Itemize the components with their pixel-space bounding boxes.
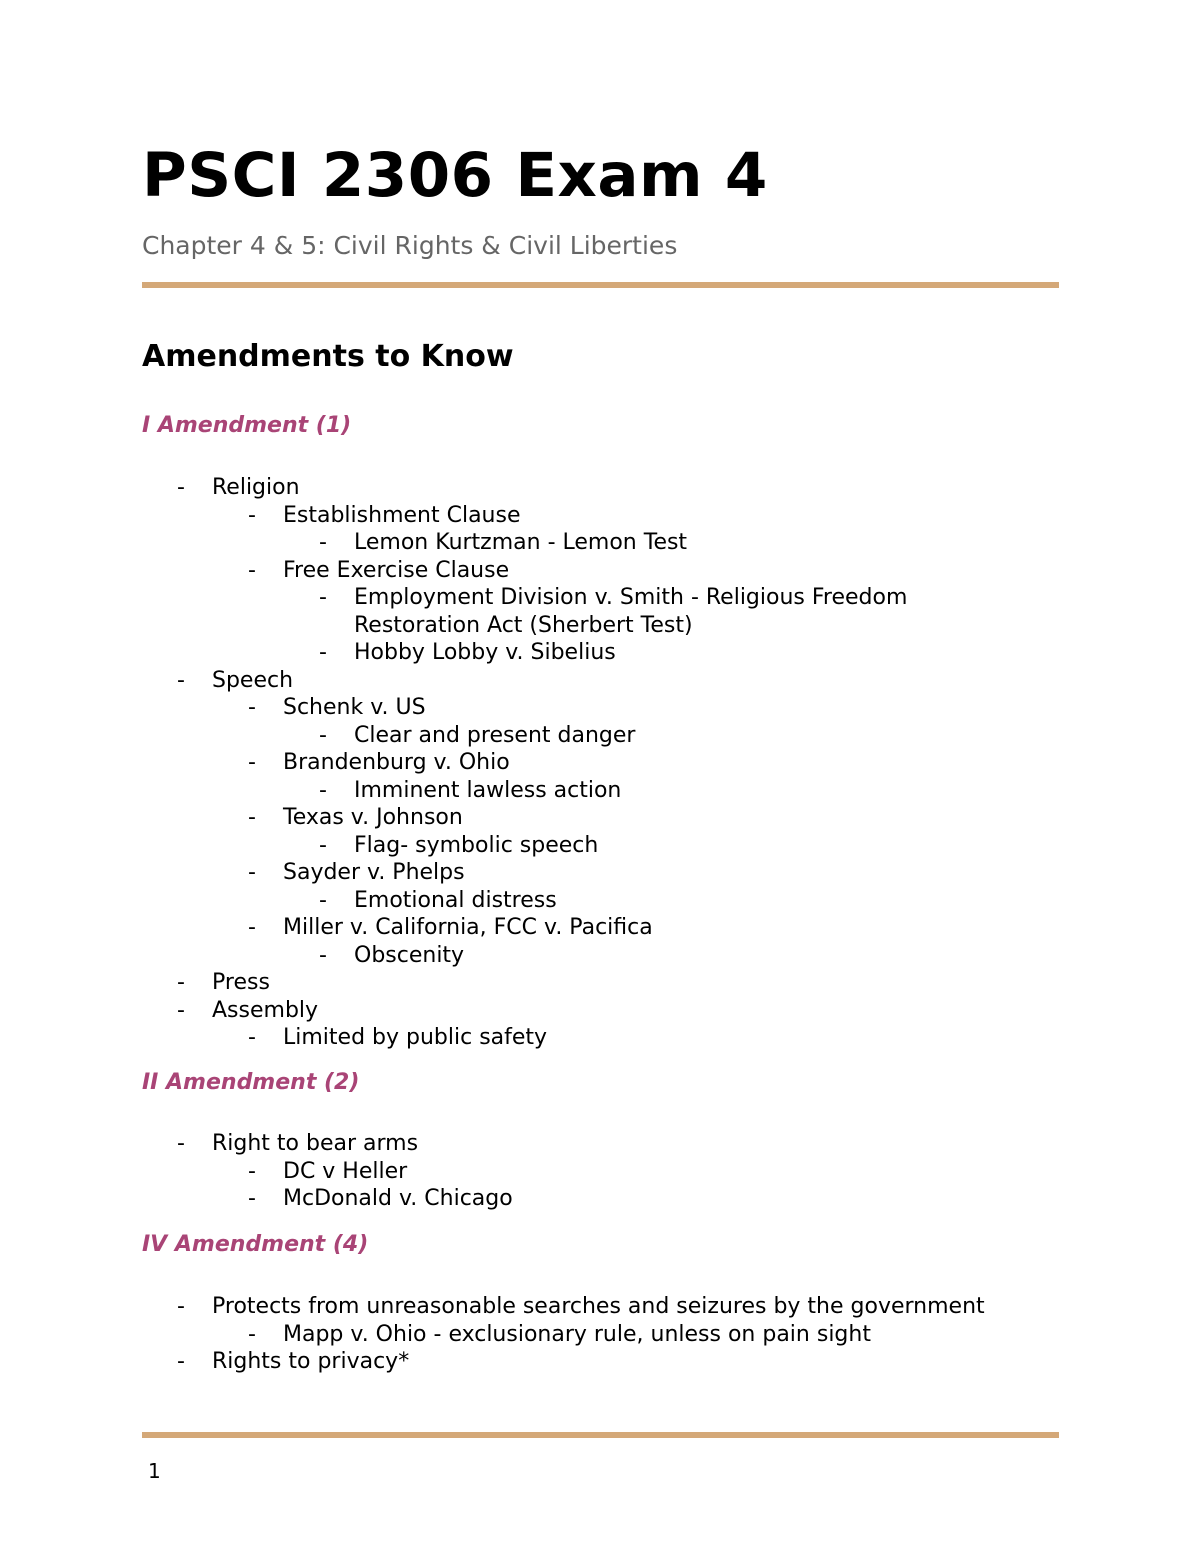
bullet-dash: -	[177, 475, 185, 500]
bullet-dash: -	[248, 1186, 256, 1211]
list-item	[0, 859, 1200, 887]
list-item	[0, 749, 1200, 777]
bullet-dash: -	[319, 942, 327, 968]
item-text: Protects from unreasonable searches and seizures by the government	[212, 1294, 985, 1319]
item-text: Restoration Act (Sherbert Test)	[354, 612, 693, 638]
item-text: Speech	[212, 667, 294, 693]
item-text: Brandenburg v. Ohio	[283, 750, 510, 775]
bullet-dash: -	[177, 1131, 185, 1156]
list-item	[0, 667, 1200, 695]
bullet-dash: -	[248, 805, 256, 830]
amendment-2-outline	[0, 1130, 1200, 1213]
list-item	[0, 777, 1200, 805]
item-text: Miller v. California, FCC v. Pacifica	[283, 915, 653, 940]
item-text: Imminent lawless action	[354, 777, 622, 803]
list-item	[0, 832, 1200, 860]
bullet-dash: -	[177, 997, 185, 1023]
list-item	[0, 1024, 1200, 1052]
list-item	[0, 1185, 1200, 1213]
list-item	[0, 557, 1200, 585]
page-number: 1	[148, 1459, 161, 1483]
bullet-dash: -	[177, 1349, 185, 1374]
item-text: Free Exercise Clause	[283, 557, 510, 583]
item-text: Texas v. Johnson	[283, 805, 463, 830]
item-text: Assembly	[212, 997, 319, 1023]
list-item	[0, 639, 1200, 667]
list-item	[0, 914, 1200, 942]
list-item	[0, 942, 1200, 970]
bullet-dash: -	[177, 1294, 185, 1319]
divider-top	[142, 282, 1059, 288]
item-text: Schenk v. US	[283, 695, 426, 720]
page-title: PSCI 2306 Exam 4	[142, 140, 768, 211]
bullet-dash: -	[248, 502, 256, 528]
list-item	[0, 1348, 1200, 1376]
bullet-dash: -	[248, 860, 256, 885]
list-item	[0, 969, 1200, 997]
item-text: Sayder v. Phelps	[283, 860, 465, 885]
item-text: McDonald v. Chicago	[283, 1186, 513, 1211]
item-text: Flag- symbolic speech	[354, 832, 599, 858]
item-text: Press	[212, 970, 270, 995]
item-text: Right to bear arms	[212, 1131, 419, 1156]
bullet-dash: -	[319, 887, 327, 913]
list-item	[0, 529, 1200, 557]
list-item	[0, 1158, 1200, 1186]
divider-bottom	[142, 1432, 1059, 1438]
bullet-dash: -	[319, 777, 327, 803]
list-item	[0, 722, 1200, 750]
item-text: Lemon Kurtzman - Lemon Test	[354, 530, 688, 555]
section-heading: Amendments to Know	[142, 339, 514, 374]
bullet-dash: -	[319, 530, 327, 555]
bullet-dash: -	[248, 750, 256, 775]
bullet-dash: -	[177, 667, 185, 693]
list-item	[0, 694, 1200, 722]
page-subtitle: Chapter 4 & 5: Civil Rights & Civil Liberties	[142, 231, 678, 260]
list-item	[0, 804, 1200, 832]
item-text: Emotional distress	[354, 887, 557, 913]
bullet-dash: -	[248, 695, 256, 720]
item-text: Rights to privacy*	[212, 1349, 410, 1374]
bullet-dash: -	[248, 1025, 256, 1050]
amendment-heading-1: I Amendment (1)	[142, 413, 352, 438]
bullet-dash: -	[319, 832, 327, 858]
list-item	[0, 502, 1200, 530]
amendment-heading-2: II Amendment (2)	[142, 1070, 360, 1095]
bullet-dash: -	[319, 585, 327, 610]
bullet-dash: -	[177, 970, 185, 995]
amendment-heading-4: IV Amendment (4)	[142, 1232, 369, 1257]
item-text: Employment Division v. Smith - Religious Freedom	[354, 585, 908, 610]
list-item	[0, 1130, 1200, 1158]
list-item	[0, 474, 1200, 502]
amendment-4-outline	[0, 1293, 1200, 1376]
list-item	[0, 1293, 1200, 1321]
item-text: Obscenity	[354, 942, 465, 968]
list-item	[0, 1321, 1200, 1349]
list-item	[0, 584, 1200, 612]
item-text: Mapp v. Ohio - exclusionary rule, unless on pain sight	[283, 1321, 871, 1347]
list-item	[0, 887, 1200, 915]
item-text: Limited by public safety	[283, 1025, 548, 1050]
bullet-dash: -	[248, 557, 256, 583]
bullet-dash: -	[248, 1158, 256, 1184]
item-text: Clear and present danger	[354, 722, 636, 748]
item-text: Hobby Lobby v. Sibelius	[354, 640, 616, 665]
bullet-dash: -	[319, 722, 327, 748]
list-item	[0, 997, 1200, 1025]
bullet-dash: -	[248, 915, 256, 940]
item-text: Religion	[212, 475, 300, 500]
bullet-dash: -	[319, 640, 327, 665]
item-text: Establishment Clause	[283, 502, 521, 528]
list-item-continuation	[0, 612, 1200, 640]
amendment-1-outline	[0, 474, 1200, 1052]
bullet-dash: -	[248, 1321, 256, 1347]
item-text: DC v Heller	[283, 1158, 408, 1184]
